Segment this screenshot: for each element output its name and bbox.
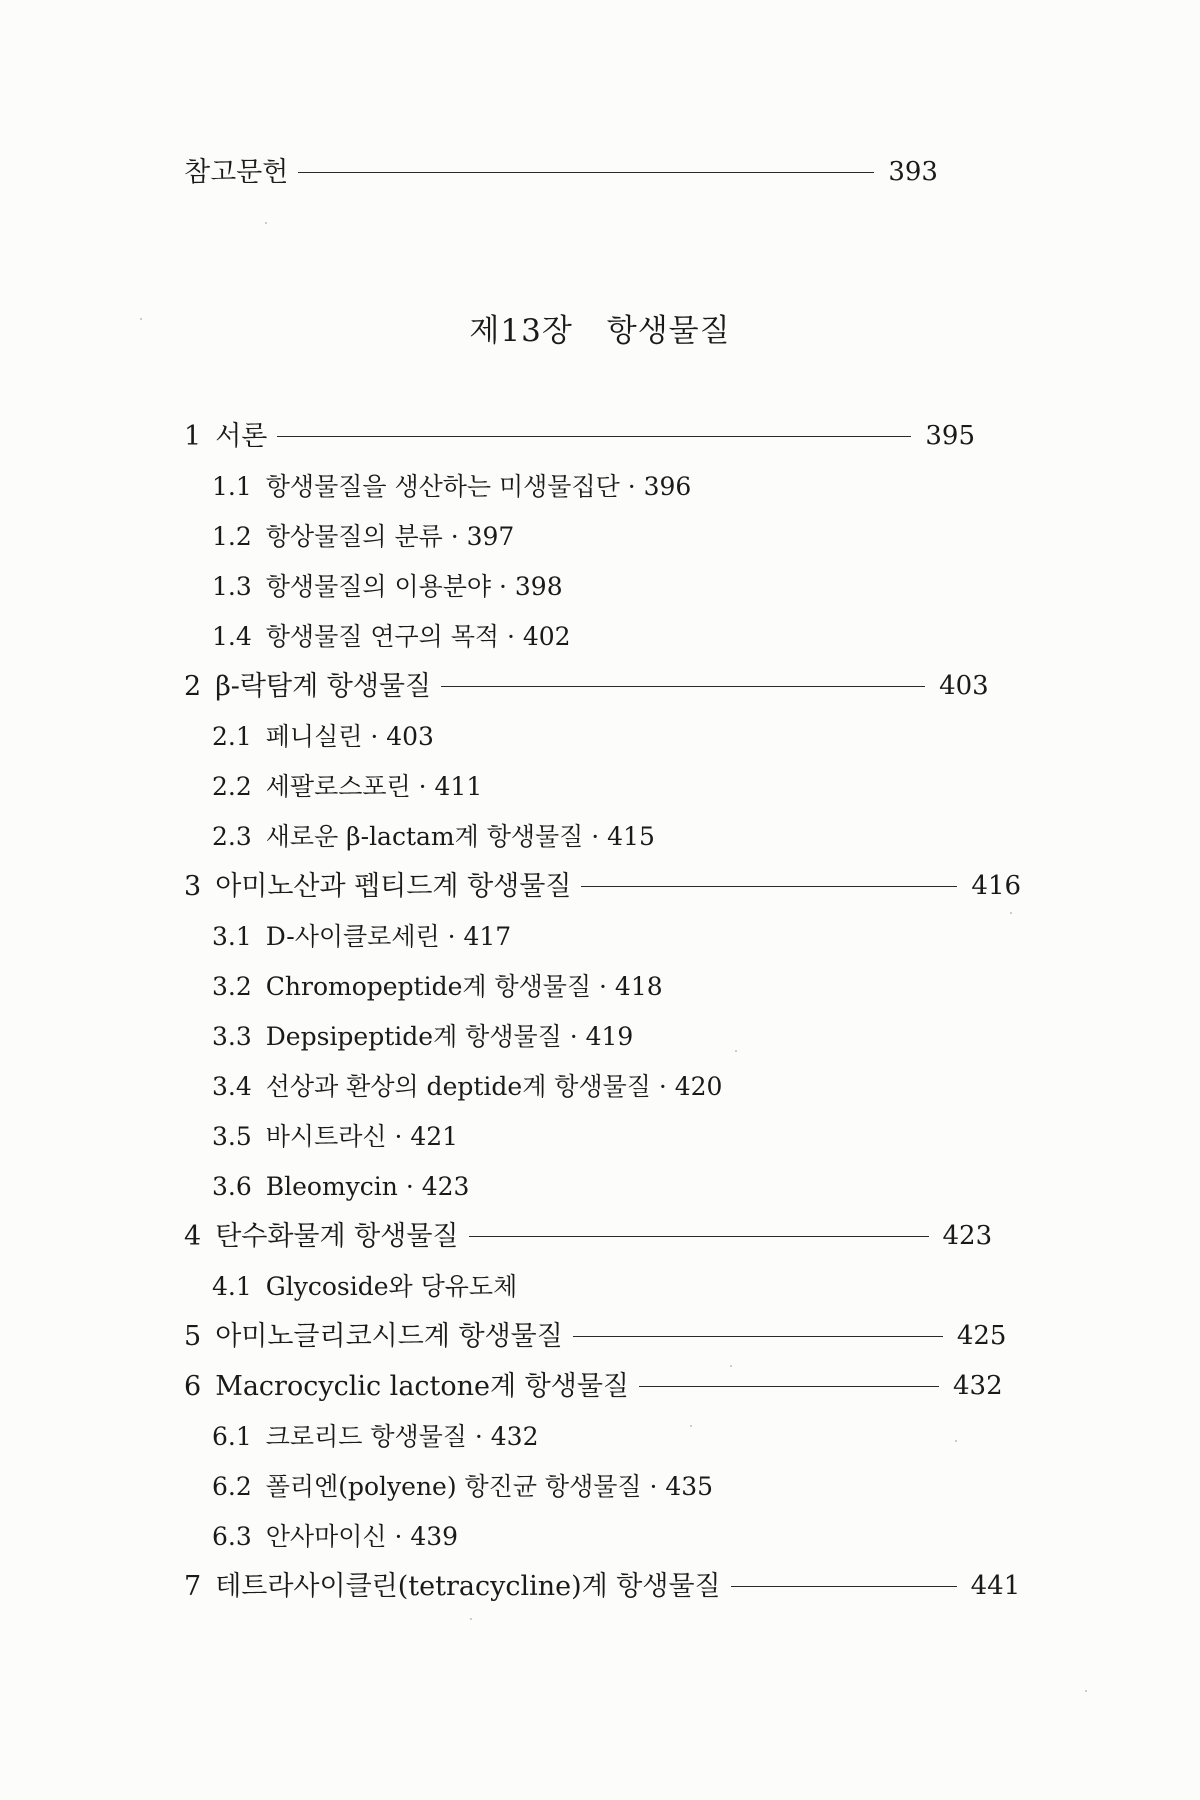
toc-entry-number: 1.1 <box>212 471 252 501</box>
toc-entry-number: 2.2 <box>212 771 252 801</box>
toc-entry-number: 5 <box>184 1320 202 1352</box>
toc-page-number: 425 <box>956 1321 1007 1351</box>
toc-entry-number: 3.3 <box>212 1021 252 1051</box>
toc-entry-title: 탄수화물계 항생물질 <box>215 1220 459 1252</box>
toc-entry-number: 4.1 <box>212 1271 252 1301</box>
toc-chapter-entry <box>0 864 1200 908</box>
toc-page-number: 416 <box>971 871 1022 901</box>
toc-page-number: 432 <box>953 1371 1003 1401</box>
toc-section-entry <box>0 964 1200 1008</box>
toc-entry-title: 항생물질 연구의 목적 · 402 <box>265 621 571 651</box>
toc-entry-title: Bleomycin · 423 <box>265 1171 470 1201</box>
toc-entry-title: Depsipeptide계 항생물질 · 419 <box>265 1021 634 1051</box>
toc-section-entry <box>0 914 1200 958</box>
toc-section-entry <box>0 1014 1200 1058</box>
chapter-title: 항생물질 <box>606 313 731 349</box>
toc-entry-title: Chromopeptide계 항생물질 · 418 <box>265 971 663 1001</box>
toc-entry-title: 세팔로스포린 · 411 <box>265 771 483 801</box>
toc-entry-title: β-락탐계 항생물질 <box>215 670 432 702</box>
toc-entry-title: 항생물질의 이용분야 · 398 <box>265 571 563 601</box>
chapter-label: 제13장 <box>469 313 573 349</box>
toc-section-entry <box>0 1114 1200 1158</box>
toc-chapter-entry <box>0 1314 1200 1358</box>
toc-entry-title: D-사이클로세린 · 417 <box>265 921 512 951</box>
toc-entry-number: 1.2 <box>212 521 252 551</box>
toc-entry-title: 항생물질을 생산하는 미생물집단 · 396 <box>265 471 692 501</box>
toc-leader-line <box>639 1386 939 1387</box>
toc-entry-number: 4 <box>184 1220 202 1252</box>
toc-leader-line <box>469 1236 929 1237</box>
toc-section-entry <box>0 614 1200 658</box>
toc-leader-line <box>277 436 911 437</box>
scan-speck <box>730 1365 732 1367</box>
toc-section-entry <box>0 714 1200 758</box>
toc-section-entry <box>0 1064 1200 1108</box>
toc-entry-number: 3.5 <box>212 1121 252 1151</box>
toc-chapter-entry <box>0 414 1200 458</box>
toc-entry-title: 선상과 환상의 deptide계 항생물질 · 420 <box>265 1071 723 1101</box>
scan-speck <box>1085 1690 1087 1692</box>
toc-section-entry <box>0 1514 1200 1558</box>
scan-speck <box>470 1618 472 1620</box>
toc-entry-number: 6 <box>184 1370 202 1402</box>
toc-entry-number: 3.4 <box>212 1071 252 1101</box>
toc-leader-line <box>441 686 925 687</box>
toc-entry-title: 참고문헌 <box>184 156 289 188</box>
toc-entry-number: 6.3 <box>212 1521 252 1551</box>
toc-entry-title: 바시트라신 · 421 <box>265 1121 459 1151</box>
toc-section-entry <box>0 464 1200 508</box>
toc-entry-title: 서론 <box>215 420 268 452</box>
toc-page-number: 403 <box>939 671 989 701</box>
toc-entry-number: 3 <box>184 870 202 902</box>
toc-entry-title: 폴리엔(polyene) 항진균 항생물질 · 435 <box>265 1471 714 1501</box>
toc-section-entry <box>0 1264 1200 1308</box>
toc-entry-number: 7 <box>184 1570 202 1602</box>
toc-chapter-entry <box>0 1564 1200 1608</box>
toc-entry-number: 3.1 <box>212 921 252 951</box>
toc-entry-number: 1.3 <box>212 571 252 601</box>
toc-references-row <box>0 150 1200 194</box>
toc-leader-line <box>581 886 957 887</box>
scan-speck <box>690 1425 692 1427</box>
toc-entry-number: 2.1 <box>212 721 252 751</box>
toc-entry-number: 6.1 <box>212 1421 252 1451</box>
toc-entry-number: 1.4 <box>212 621 252 651</box>
toc-entry-title: 아미노산과 펩티드계 항생물질 <box>215 870 572 902</box>
toc-entry-number: 2.3 <box>212 821 252 851</box>
toc-leader-line <box>731 1586 957 1587</box>
toc-entry-number: 6.2 <box>212 1471 252 1501</box>
toc-entry-title: 항상물질의 분류 · 397 <box>265 521 515 551</box>
toc-entry-title: 새로운 β-lactam계 항생물질 · 415 <box>265 821 655 851</box>
toc-section-entry <box>0 1464 1200 1508</box>
toc-entry-title: 페니실린 · 403 <box>265 721 434 751</box>
toc-section-entry <box>0 1414 1200 1458</box>
toc-page-number: 393 <box>888 157 938 187</box>
toc-entry-title: Macrocyclic lactone계 항생물질 <box>215 1370 630 1402</box>
toc-chapter-entry <box>0 664 1200 708</box>
toc-entry-number: 1 <box>184 420 202 452</box>
toc-entry-title: 테트라사이클린(tetracycline)계 항생물질 <box>215 1570 721 1602</box>
scan-speck <box>955 1440 957 1442</box>
toc-section-entry <box>0 764 1200 808</box>
toc-section-entry <box>0 1164 1200 1208</box>
chapter-heading <box>0 305 1200 350</box>
toc-page-number: 395 <box>925 421 975 451</box>
toc-entry-title: 안사마이신 · 439 <box>265 1521 459 1551</box>
scan-speck <box>1010 912 1012 914</box>
toc-chapter-entry <box>0 1214 1200 1258</box>
toc-chapter-entry <box>0 1364 1200 1408</box>
scan-speck <box>735 1050 737 1052</box>
toc-entry-title: 크로리드 항생물질 · 432 <box>265 1421 539 1451</box>
toc-entry-number: 2 <box>184 670 202 702</box>
toc-section-entry <box>0 564 1200 608</box>
toc-section-entry <box>0 814 1200 858</box>
toc-leader-line <box>298 172 874 173</box>
toc-page-number: 423 <box>942 1221 993 1251</box>
scan-speck <box>140 318 142 320</box>
scan-speck <box>265 222 267 224</box>
toc-entry-number: 3.2 <box>212 971 252 1001</box>
toc-entry-number: 3.6 <box>212 1171 252 1201</box>
toc-page-number: 441 <box>970 1571 1021 1601</box>
toc-leader-line <box>573 1336 943 1337</box>
toc-entry-title: 아미노글리코시드계 항생물질 <box>215 1320 563 1352</box>
toc-entry-title: Glycoside와 당유도체 <box>265 1271 518 1301</box>
toc-section-entry <box>0 514 1200 558</box>
